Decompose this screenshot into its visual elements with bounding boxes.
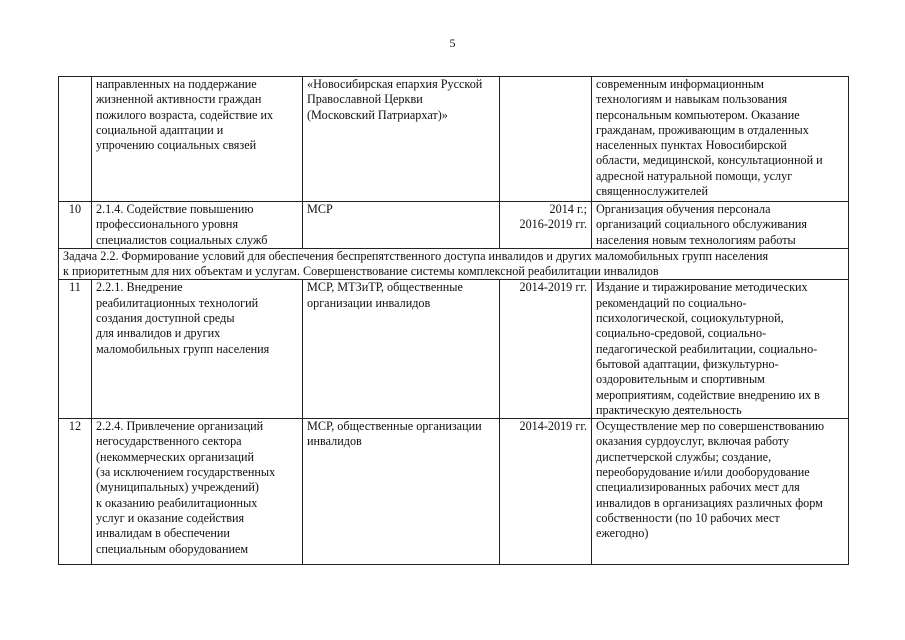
- result-cell: [592, 419, 849, 565]
- result-text-line: оздоровительным и спортивным: [596, 372, 765, 387]
- measure-text-line: социальной адаптации и: [96, 122, 224, 137]
- measure-text-line: создания доступной среды: [96, 311, 235, 326]
- table-row: [59, 419, 849, 565]
- measure-text-line: направленных на поддержание: [96, 77, 257, 91]
- row-number-cell: 11: [59, 280, 92, 419]
- measure-text-line: реабилитационных технологий: [96, 295, 259, 310]
- task-header-cell: [59, 248, 849, 280]
- table-body: [59, 77, 849, 565]
- result-text-line: социально-средовой, социально-: [596, 326, 767, 341]
- result-text-line: диспетчерской службы; создание,: [596, 449, 772, 464]
- result-cell: [592, 280, 849, 419]
- result-text-line: адресной натуральной помощи, услуг: [596, 168, 793, 183]
- table-row: [59, 280, 849, 419]
- result-text-line: населения новым технологиям работы: [596, 232, 796, 247]
- result-text-line: бытовой адаптации, физкультурно-: [596, 356, 779, 371]
- measure-text-line: (муниципальных) учреждений): [96, 480, 259, 495]
- result-text-line: гражданам, проживающим в отдаленных: [596, 122, 809, 137]
- period-text-line: 2016-2019 гг.: [519, 217, 587, 232]
- task-text-line: к приоритетным для них объектам и услугам. Совершенствование системы комплексной реабилитации инвалидов: [63, 264, 659, 279]
- result-text-line: рекомендаций по социально-: [596, 295, 747, 310]
- result-text-line: педагогической реабилитации, социально-: [596, 341, 818, 356]
- executors-text-line: (Московский Патриархат)»: [307, 107, 448, 122]
- measure-text-line: для инвалидов и других: [96, 326, 221, 341]
- result-text-line: организаций социального обслуживания: [596, 217, 807, 232]
- period-text-line: 2014-2019 гг.: [519, 419, 587, 434]
- result-text-line: практическую деятельность: [596, 402, 742, 417]
- task-text-line: Задача 2.2. Формирование условий для обеспечения беспрепятственного доступа инвалидов и других маломобильных групп населения: [63, 248, 769, 263]
- executors-text-line: МСР, общественные организации: [307, 419, 482, 434]
- measure-cell: [92, 77, 303, 202]
- measure-text-line: (некоммерческих организаций: [96, 449, 255, 464]
- measure-cell: [92, 419, 303, 565]
- task-header-row: [59, 248, 849, 280]
- executors-cell: [303, 77, 500, 202]
- measure-text-line: инвалидам в обеспечении: [96, 526, 230, 541]
- measure-text-line: профессионального уровня: [96, 217, 239, 232]
- executors-cell: [303, 419, 500, 565]
- result-cell: [592, 77, 849, 202]
- result-text-line: персональным компьютером. Оказание: [596, 107, 800, 122]
- executors-text-line: МСР, МТЗиТР, общественные: [307, 280, 463, 295]
- table-row: [59, 77, 849, 202]
- result-cell: [592, 202, 849, 249]
- measure-text-line: 2.1.4. Содействие повышению: [96, 202, 254, 216]
- measure-text-line: услуг и оказание содействия: [96, 510, 245, 525]
- measure-text-line: маломобильных групп населения: [96, 341, 270, 356]
- result-text-line: населенных пунктах Новосибирской: [596, 138, 787, 153]
- table-row: [59, 202, 849, 249]
- result-text-line: ежегодно): [596, 526, 649, 541]
- measure-text-line: (за исключением государственных: [96, 465, 276, 480]
- result-text-line: технологиям и навыкам пользования: [596, 92, 788, 107]
- measure-text-line: специалистов социальных служб: [96, 232, 268, 247]
- result-text-line: специализированных рабочих мест для: [596, 480, 800, 495]
- measure-text-line: негосударственного сектора: [96, 434, 242, 449]
- executors-cell: [303, 202, 500, 249]
- row-number-cell: 10: [59, 202, 92, 249]
- result-text-line: священнослужителей: [596, 184, 708, 199]
- result-text-line: Издание и тиражирование методических: [596, 280, 808, 295]
- result-text-line: современным информационным: [596, 77, 764, 91]
- executors-text-line: инвалидов: [307, 434, 362, 449]
- result-text-line: мероприятиям, содействие внедрению их в: [596, 387, 820, 402]
- measure-text-line: 2.2.4. Привлечение организаций: [96, 419, 264, 434]
- result-text-line: психологической, социокультурной,: [596, 311, 784, 326]
- row-number-cell: 12: [59, 419, 92, 565]
- result-text-line: области, медицинской, консультационной и: [596, 153, 823, 168]
- measure-cell: [92, 202, 303, 249]
- period-cell: [500, 202, 592, 249]
- executors-cell: [303, 280, 500, 419]
- measure-text-line: упрочению социальных связей: [96, 138, 257, 153]
- period-text-line: 2014-2019 гг.: [519, 280, 587, 295]
- measure-text-line: специальным оборудованием: [96, 541, 249, 556]
- program-measures-table: [58, 76, 849, 565]
- result-text-line: инвалидов в организациях различных форм: [596, 495, 823, 510]
- measure-text-line: 2.2.1. Внедрение: [96, 280, 183, 295]
- measure-text-line: пожилого возраста, содействие их: [96, 107, 274, 122]
- period-text-line: 2014 г.;: [549, 202, 587, 216]
- measure-text-line: жизненной активности граждан: [96, 92, 262, 107]
- result-text-line: Осуществление мер по совершенствованию: [596, 419, 825, 434]
- measure-cell: [92, 280, 303, 419]
- period-cell: [500, 77, 592, 202]
- executors-text-line: Православной Церкви: [307, 92, 423, 107]
- row-number-cell: [59, 77, 92, 202]
- result-text-line: Организация обучения персонала: [596, 202, 771, 216]
- executors-text-line: организации инвалидов: [307, 295, 431, 310]
- executors-text-line: «Новосибирская епархия Русской: [307, 77, 483, 91]
- measure-text-line: к оказанию реабилитационных: [96, 495, 258, 510]
- result-text-line: переоборудование и/или дооборудование: [596, 465, 810, 480]
- page-number: 5: [449, 36, 456, 50]
- period-cell: [500, 419, 592, 565]
- result-text-line: собственности (по 10 рабочих мест: [596, 510, 780, 525]
- period-cell: [500, 280, 592, 419]
- executors-text-line: МСР: [307, 202, 333, 216]
- result-text-line: оказания сурдоуслуг, включая работу: [596, 434, 790, 449]
